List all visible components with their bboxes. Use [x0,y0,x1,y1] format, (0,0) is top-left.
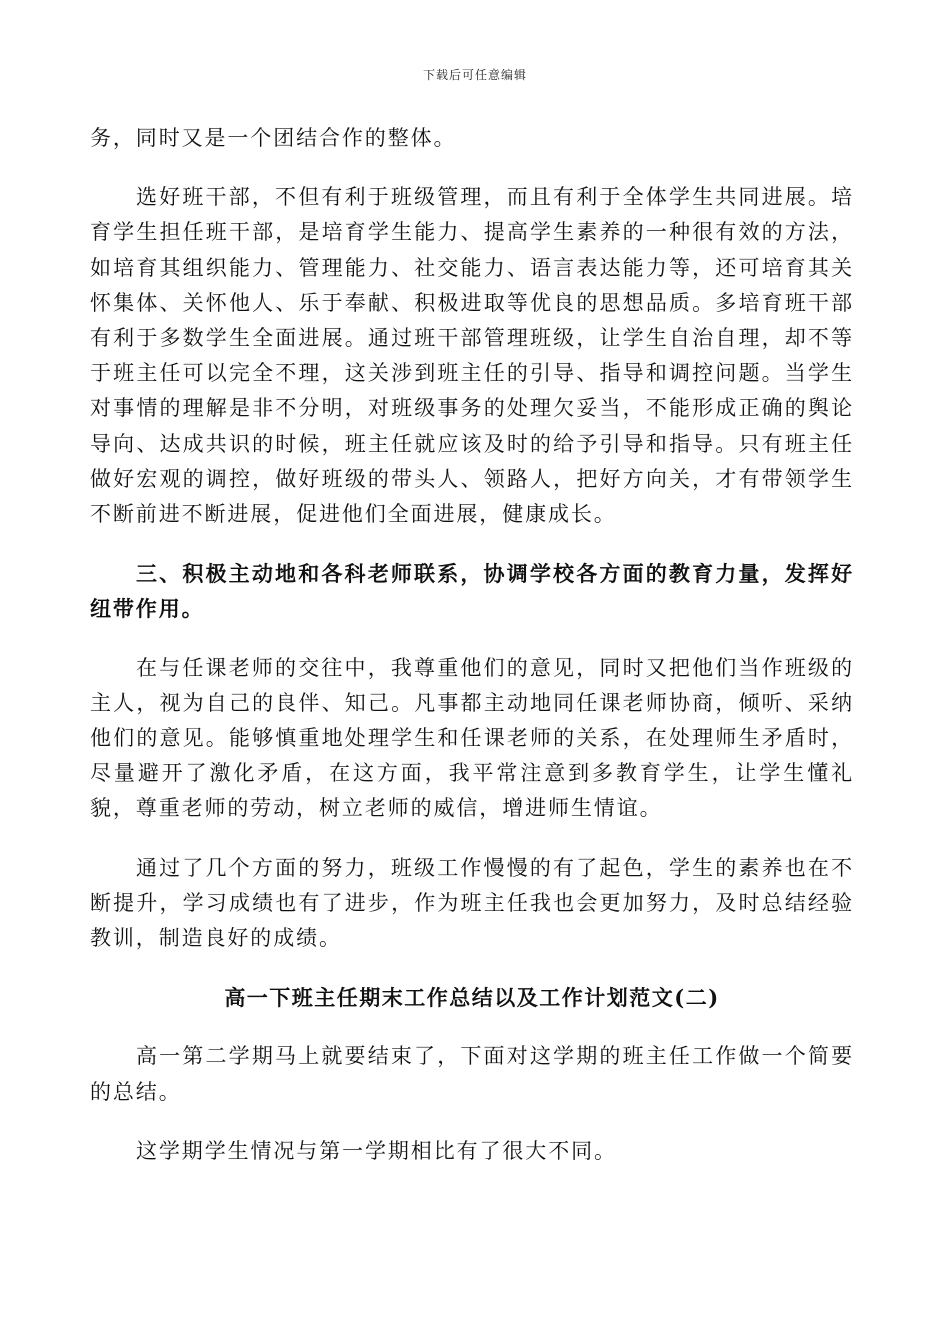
section-heading-three: 三、积极主动地和各科老师联系，协调学校各方面的教育力量，发挥好纽带作用。 [90,561,854,622]
paragraph-results: 通过了几个方面的努力，班级工作慢慢的有了起色，学生的素养也在不断提升，学习成绩也有了进步，作为班主任我也会更加努力，及时总结经验教训，制造良好的成绩。 [90,855,854,951]
document-title-part-two: 高一下班主任期末工作总结以及工作计划范文(二) [224,985,720,1011]
paragraph-continuation: 务，同时又是一个团结合作的整体。 [90,126,457,150]
paragraph-teachers: 在与任课老师的交往中，我尊重他们的意见，同时又把他们当作班级的主人，视为自己的良伴、知己。凡事都主动地同任课老师协商，倾听、采纳他们的意见。能够慎重地处理学生和任课老师的关系，在处理师生矛盾时，尽量避开了激化矛盾，在这方面，我平常注意到多教育学生，让学生懂礼貌，尊重老师的劳动，树立老师的威信，增进师生情谊。 [90,655,854,821]
paragraph-class-cadres: 选好班干部，不但有利于班级管理，而且有利于全体学生共同进展。培育学生担任班干部，是培育学生能力、提高学生素养的一种很有效的方法，如培育其组织能力、管理能力、社交能力、语言表达能力等，还可培育其关怀集体、关怀他人、乐于奉献、积极进取等优良的思想品质。多培育班干部有利于多数学生全面进展。通过班干部管理班级，让学生自治自理，却不等于班主任可以完全不理，这关涉到班主任的引导、指导和调控问题。当学生对事情的理解是非不分明，对班级事务的处理欠妥当，不能形成正确的舆论导向、达成共识的时候，班主任就应该及时的给予引导和指导。只有班主任做好宏观的调控，做好班级的带头人、领路人，把好方向关，才有带领学生不断前进不断进展，促进他们全面进展，健康成长。 [90,185,854,527]
document-body [90,121,854,1169]
paragraph-student-situation: 这学期学生情况与第一学期相比有了很大不同。 [136,1138,617,1163]
paragraph-semester-summary: 高一第二学期马上就要结束了，下面对这学期的班主任工作做一个简要的总结。 [90,1044,854,1104]
page-header: 下载后可任意编辑 [422,68,527,82]
